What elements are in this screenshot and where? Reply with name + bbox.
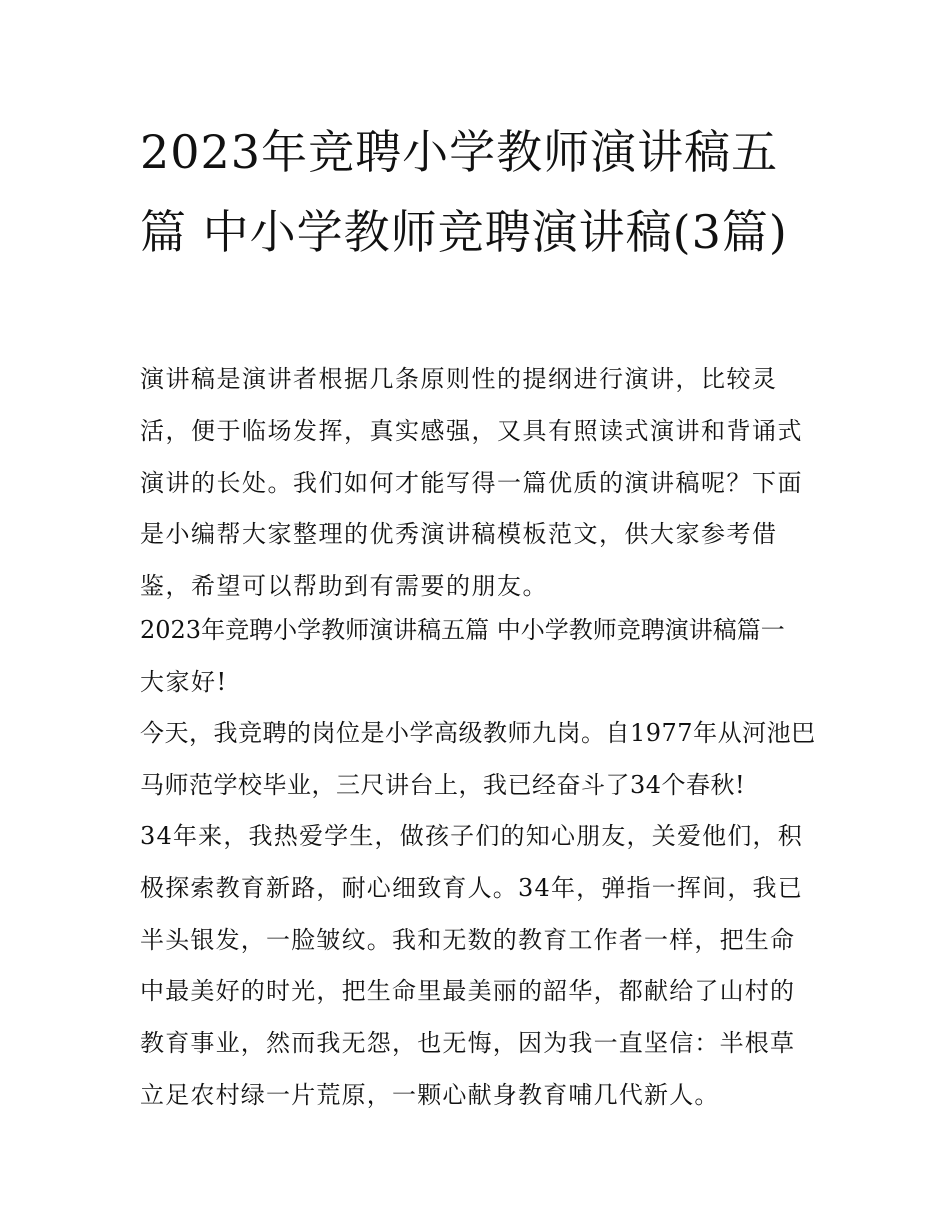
body-paragraph-2: 34年来，我热爱学生，做孩子们的知心朋友，关爱他们，积极探索教育新路，耐心细致育人。34年，弹指一挥间，我已半头银发，一脸皱纹。我和无数的教育工作者一样，把生命中最美好的时光，把生命里最美丽的韶华，都献给了山村的教育事业，然而我无怨，也无悔，因为我一直坚信：半根草立足农村绿一片荒原，一颗心献身教育哺几代新人。 <box>140 822 803 1109</box>
greeting-line: 大家好! <box>140 668 228 696</box>
body-paragraph-1: 今天，我竞聘的岗位是小学高级教师九岗。自1977年从河池巴马师范学校毕业，三尺讲台上，我已经奋斗了34个春秋! <box>140 719 816 799</box>
intro-paragraph: 演讲稿是演讲者根据几条原则性的提纲进行演讲，比较灵活，便于临场发挥，真实感强，又具有照读式演讲和背诵式演讲的长处。我们如何才能写得一篇优质的演讲稿呢？下面是小编帮大家整理的优秀演讲稿模板范文，供大家参考借鉴，希望可以帮助到有需要的朋友。 <box>140 365 803 601</box>
document-title: 2023年竞聘小学教师演讲稿五篇 中小学教师竞聘演讲稿(3篇) <box>140 125 788 259</box>
section-subheading: 2023年竞聘小学教师演讲稿五篇 中小学教师竞聘演讲稿篇一 <box>140 616 785 644</box>
